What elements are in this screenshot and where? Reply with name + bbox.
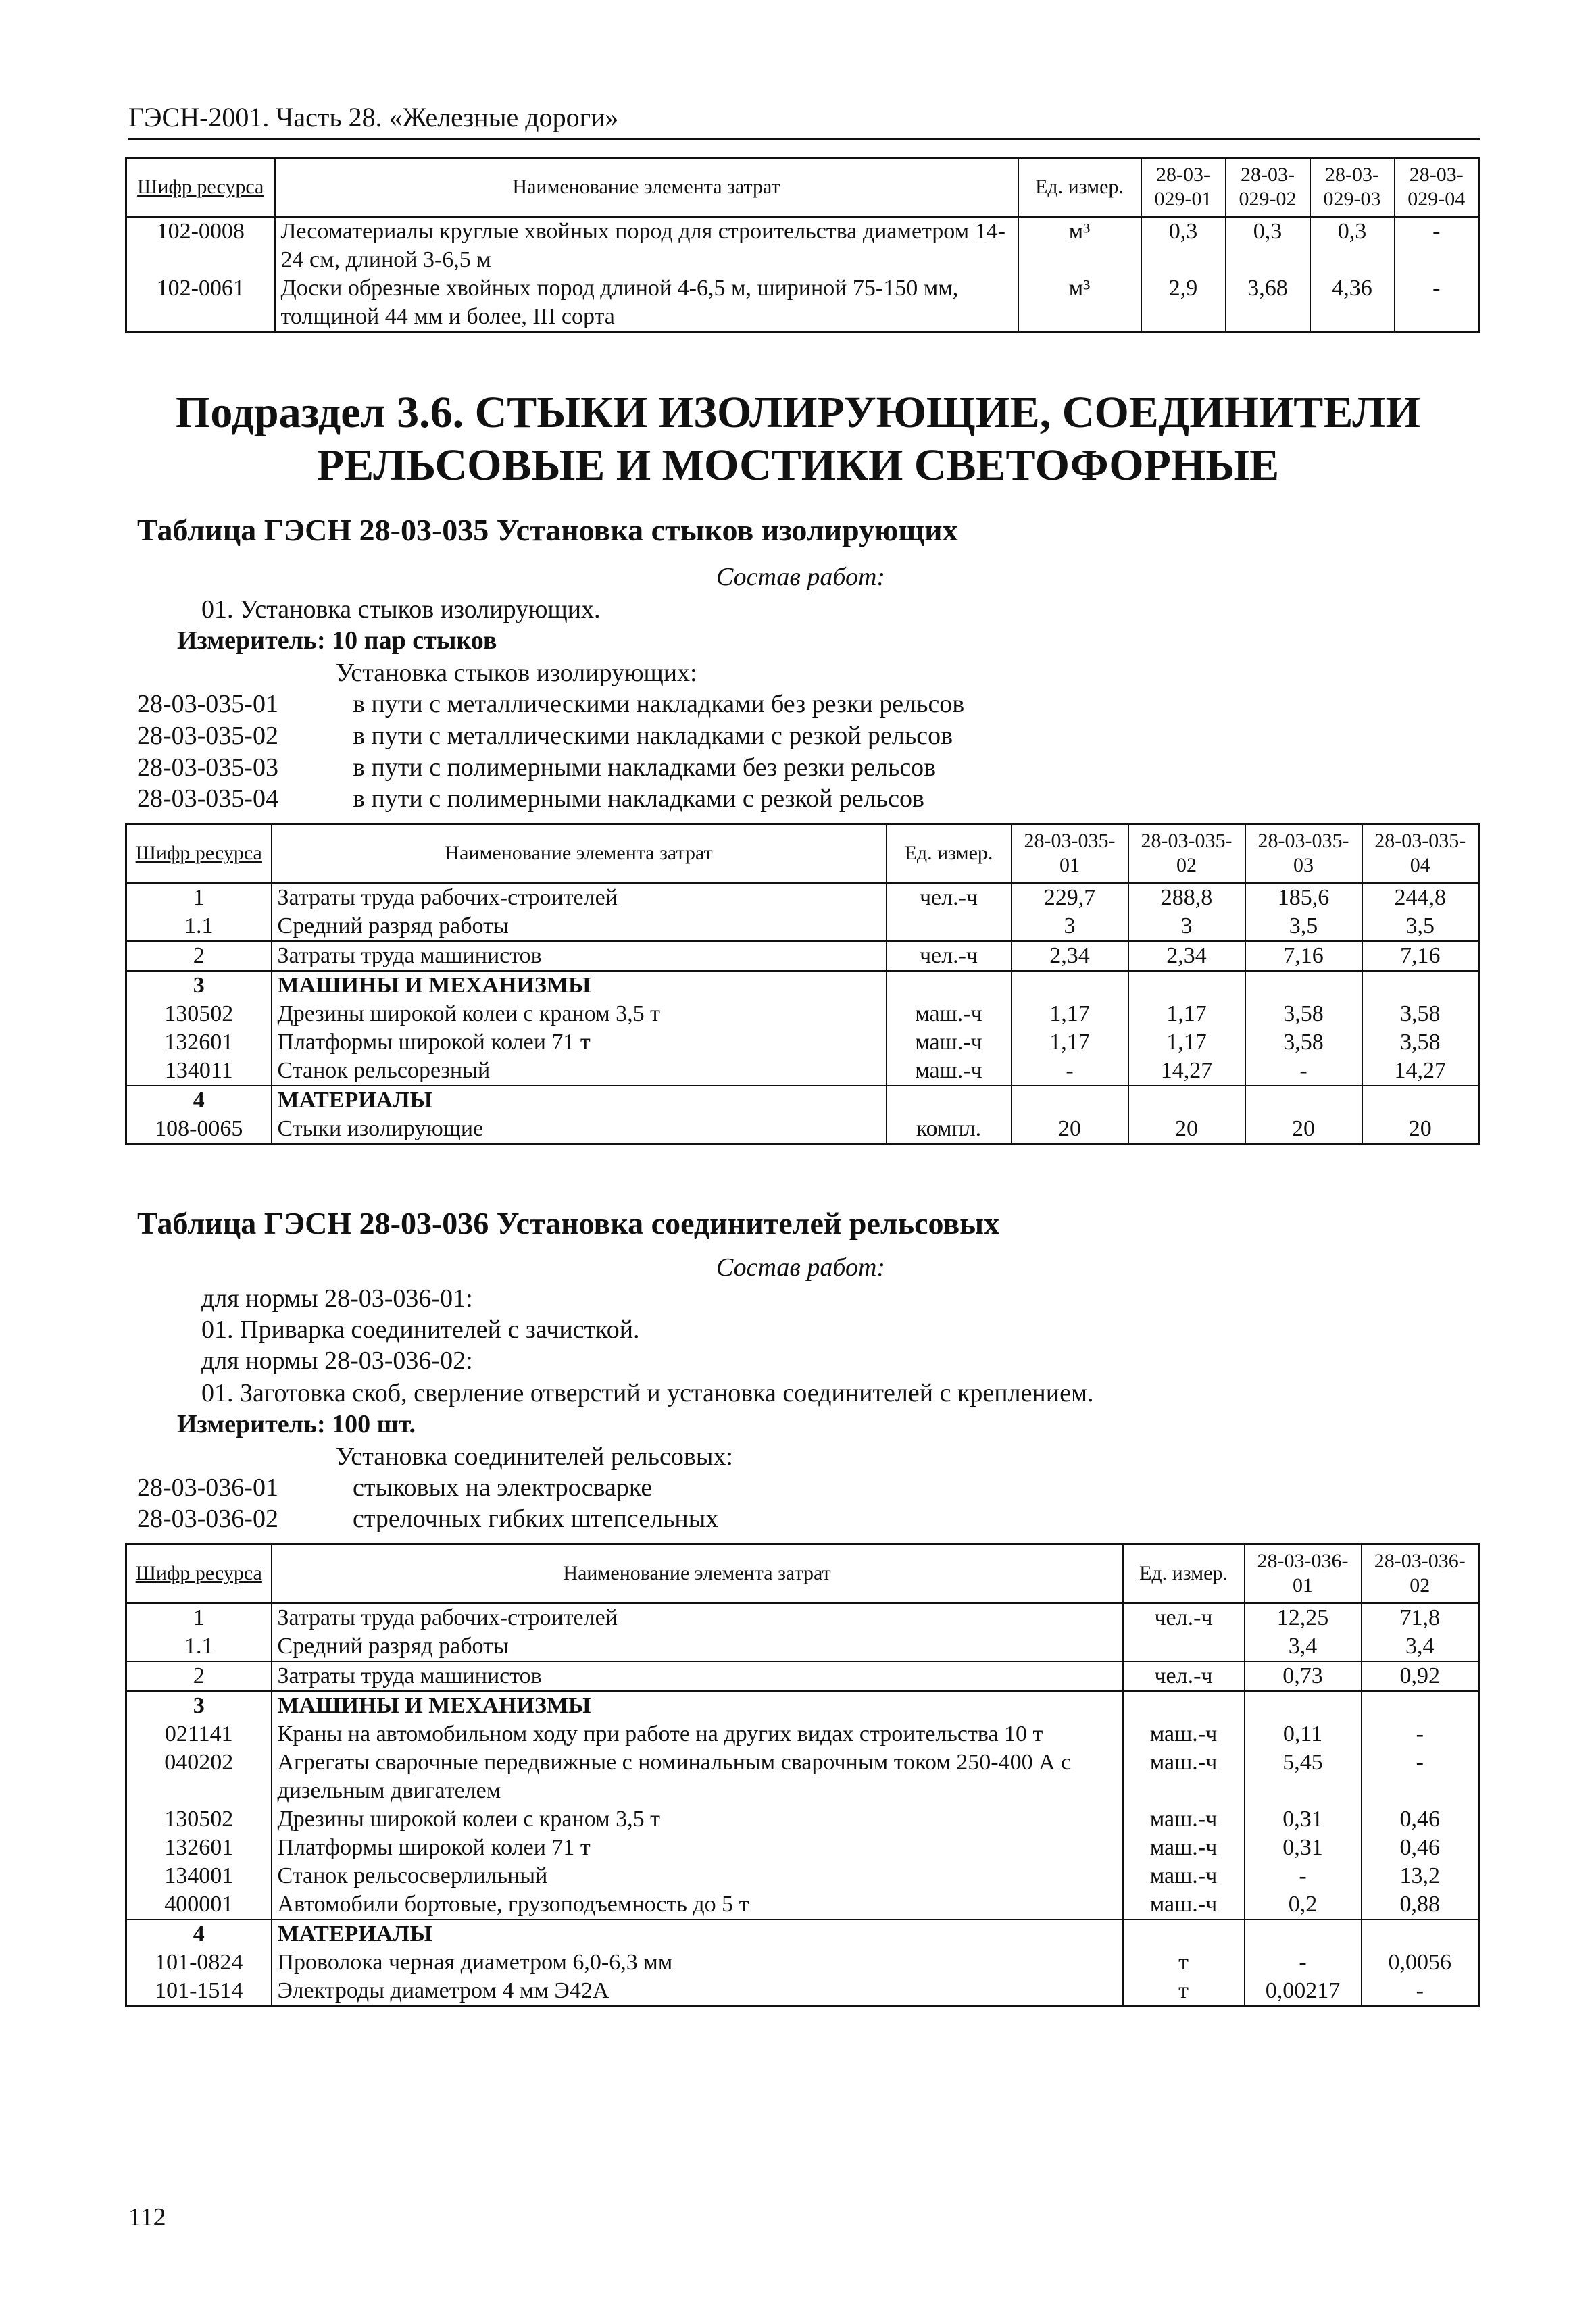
table-row: 2 Затраты труда машинистов чел.-ч 2,34 2,34 7,16 7,16 — [126, 941, 1479, 971]
norm-desc: в пути с полимерными накладками без резки рельсов — [353, 753, 937, 782]
work-step: 01. Установка стыков изолирующих. — [201, 595, 601, 624]
header-name: Наименование элемента затрат — [272, 824, 887, 883]
norm-desc: в пути с металлическими накладками с резкой рельсов — [353, 722, 953, 750]
header-norm-3: 28-03-029-03 — [1310, 158, 1395, 217]
subsection-title: Подраздел 3.6. СТЫКИ ИЗОЛИРУЮЩИЕ, СОЕДИНИТЕЛИ РЕЛЬСОВЫЕ И МОСТИКИ СВЕТОФОРНЫЕ — [176, 388, 1420, 490]
table-row: 1.1 Средний разряд работы 3 3 3,5 3,5 — [126, 912, 1479, 941]
meter-label: Измеритель: 100 шт. — [177, 1410, 416, 1438]
table-row: 130502 Дрезины широкой колеи с краном 3,5 т маш.-ч 0,31 0,46 — [126, 1805, 1479, 1834]
norms-intro: Установка соединителей рельсовых: — [336, 1442, 733, 1471]
table-row: 1 Затраты труда рабочих-строителей чел.-ч 12,25 71,8 — [126, 1603, 1479, 1633]
header-code: Шифр ресурса — [126, 158, 275, 217]
header-unit: Ед. измер. — [887, 824, 1012, 883]
norm-code: 28-03-036-01 — [137, 1474, 278, 1502]
header-norm-4: 28-03-029-04 — [1395, 158, 1479, 217]
work-composition-label: Состав работ: — [716, 563, 886, 591]
header-norm-2: 28-03-035-02 — [1128, 824, 1245, 883]
page-number: 112 — [128, 2203, 166, 2232]
table-row: 101-1514 Электроды диаметром 4 мм Э42А т 0,00217 - — [126, 1977, 1479, 2007]
for-norm-label: для нормы 28-03-036-02: — [201, 1347, 473, 1375]
table-row: 130502 Дрезины широкой колеи с краном 3,5 т маш.-ч 1,17 1,17 3,58 3,58 — [126, 1000, 1479, 1028]
table-row: 021141 Краны на автомобильном ходу при работе на других видах строительства 10 т маш.-ч 0,11 - — [126, 1720, 1479, 1749]
header-rule — [128, 138, 1480, 140]
header-norm-2: 28-03-036-02 — [1362, 1544, 1479, 1603]
table-row: 3 МАШИНЫ И МЕХАНИЗМЫ — [126, 971, 1479, 1000]
page-header: ГЭСН-2001. Часть 28. «Железные дороги» — [128, 102, 619, 132]
header-norm-1: 28-03-029-01 — [1141, 158, 1226, 217]
table-035 — [125, 823, 1480, 1145]
table-035-title: Таблица ГЭСН 28-03-035 Установка стыков изолирующих — [137, 513, 958, 547]
norm-code: 28-03-036-02 — [137, 1505, 278, 1533]
table-row: 102-0061 Доски обрезные хвойных пород длиной 4-6,5 м, шириной 75-150 мм, толщиной 44 мм и более, III сорта м³ 2,9 3,68 4,36 - — [126, 274, 1479, 332]
header-norm-1: 28-03-036-01 — [1245, 1544, 1362, 1603]
table-row: 134011 Станок рельсорезный маш.-ч - 14,27 - 14,27 — [126, 1057, 1479, 1086]
norms-intro: Установка стыков изолирующих: — [336, 659, 697, 687]
table-row: 1 Затраты труда рабочих-строителей чел.-ч 229,7 288,8 185,6 244,8 — [126, 883, 1479, 913]
table-row: 108-0065 Стыки изолирующие компл. 20 20 20 20 — [126, 1115, 1479, 1145]
norm-code: 28-03-035-01 — [137, 690, 278, 718]
header-norm-2: 28-03-029-02 — [1226, 158, 1310, 217]
header-name: Наименование элемента затрат — [272, 1544, 1123, 1603]
for-norm-label: для нормы 28-03-036-01: — [201, 1284, 473, 1313]
work-composition-label: Состав работ: — [716, 1253, 886, 1282]
header-norm-1: 28-03-035-01 — [1012, 824, 1128, 883]
table-036-title: Таблица ГЭСН 28-03-036 Установка соединителей рельсовых — [137, 1206, 1000, 1240]
norm-code: 28-03-035-02 — [137, 722, 278, 750]
meter-label: Измеритель: 10 пар стыков — [177, 626, 497, 655]
norm-desc: в пути с металлическими накладками без резки рельсов — [353, 690, 965, 718]
table-row: 2 Затраты труда машинистов чел.-ч 0,73 0,92 — [126, 1661, 1479, 1691]
norm-code: 28-03-035-03 — [137, 753, 278, 782]
table-row: 4 МАТЕРИАЛЫ — [126, 1086, 1479, 1115]
header-norm-3: 28-03-035-03 — [1245, 824, 1362, 883]
table-row: 3 МАШИНЫ И МЕХАНИЗМЫ — [126, 1691, 1479, 1720]
table-row: 040202 Агрегаты сварочные передвижные с номинальным сварочным током 250-400 А с дизельным двигателем маш.-ч 5,45 - — [126, 1749, 1479, 1805]
norm-code: 28-03-035-04 — [137, 784, 278, 813]
norm-desc: в пути с полимерными накладками с резкой рельсов — [353, 784, 924, 813]
table-row: 101-0824 Проволока черная диаметром 6,0-6,3 мм т - 0,0056 — [126, 1948, 1479, 1977]
header-unit: Ед. измер. — [1018, 158, 1141, 217]
table-row: 132601 Платформы широкой колеи 71 т маш.-ч 0,31 0,46 — [126, 1834, 1479, 1862]
table-row: 132601 Платформы широкой колеи 71 т маш.-ч 1,17 1,17 3,58 3,58 — [126, 1028, 1479, 1057]
header-code: Шифр ресурса — [126, 1544, 272, 1603]
table-row: 1.1 Средний разряд работы 3,4 3,4 — [126, 1632, 1479, 1661]
table-row: 134001 Станок рельсосверлильный маш.-ч - 13,2 — [126, 1862, 1479, 1890]
header-norm-4: 28-03-035-04 — [1362, 824, 1479, 883]
work-step: 01. Приварка соединителей с зачисткой. — [201, 1315, 640, 1344]
header-name: Наименование элемента затрат — [275, 158, 1018, 217]
table-row: 102-0008 Лесоматериалы круглые хвойных пород для строительства диаметром 14-24 см, длиной 3-6,5 м м³ 0,3 0,3 0,3 - — [126, 217, 1479, 275]
table-029 — [125, 157, 1480, 333]
work-step: 01. Заготовка скоб, сверление отверстий и установка соединителей с креплением. — [201, 1379, 1094, 1407]
table-row: 4 МАТЕРИАЛЫ — [126, 1919, 1479, 1948]
header-unit: Ед. измер. — [1123, 1544, 1245, 1603]
norm-desc: стыковых на электросварке — [353, 1474, 653, 1502]
table-036 — [125, 1543, 1480, 2007]
table-row: 400001 Автомобили бортовые, грузоподъемность до 5 т маш.-ч 0,2 0,88 — [126, 1890, 1479, 1919]
header-code: Шифр ресурса — [126, 824, 272, 883]
norm-desc: стрелочных гибких штепсельных — [353, 1505, 719, 1533]
